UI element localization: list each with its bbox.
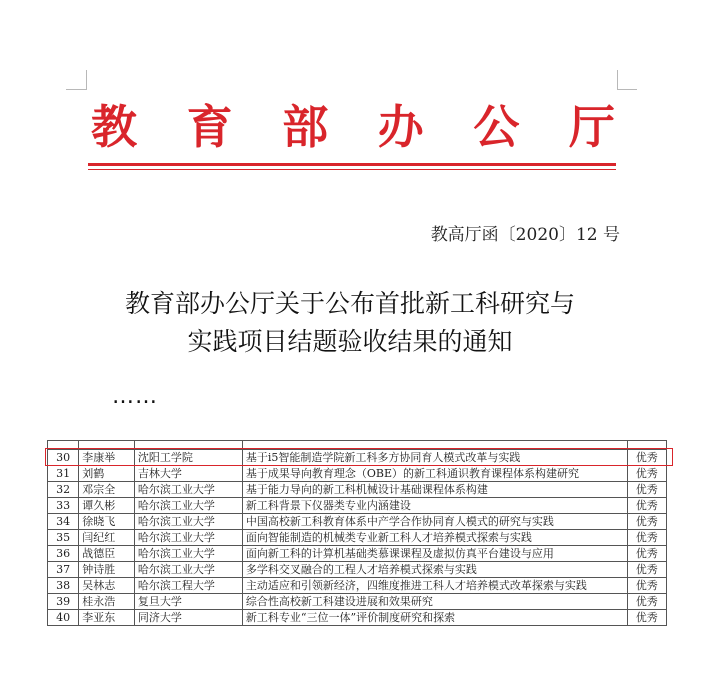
school-cell: 哈尔滨工业大学	[134, 514, 242, 530]
header-char: 办	[377, 100, 424, 154]
result-cell: 优秀	[627, 562, 666, 578]
leader-name-cell: 战德臣	[79, 546, 135, 562]
table-row-cut-off	[48, 441, 667, 450]
header-char: 教	[91, 100, 137, 154]
row-number-cell: 30	[48, 450, 79, 466]
row-number-cell: 38	[48, 578, 79, 594]
leader-name-cell: 邓宗全	[79, 482, 135, 498]
leader-name-cell: 刘鹤	[79, 466, 135, 482]
crop-mark-top-right-h	[617, 89, 637, 90]
project-title-cell: 基于i5智能制造学院新工科多方协同育人模式改革与实践	[242, 450, 627, 466]
issuing-office-header	[88, 94, 618, 154]
header-char: 厅	[568, 100, 615, 154]
school-cell: 哈尔滨工业大学	[134, 482, 242, 498]
row-number-cell: 32	[48, 482, 79, 498]
result-cell: 优秀	[627, 594, 666, 610]
project-title-cell: 面向新工科的计算机基础类慕课课程及虚拟仿真平台建设与应用	[242, 546, 627, 562]
results-table	[47, 440, 667, 626]
row-number-cell: 39	[48, 594, 79, 610]
row-number-cell: 31	[48, 466, 79, 482]
project-title-cell: 基于成果导向教育理念（OBE）的新工科通识教育课程体系构建研究	[242, 466, 627, 482]
row-number-cell: 35	[48, 530, 79, 546]
leader-name-cell: 桂永浩	[79, 594, 135, 610]
result-cell: 优秀	[627, 530, 666, 546]
crop-mark-top-right	[617, 70, 618, 90]
school-cell: 哈尔滨工业大学	[134, 498, 242, 514]
header-char: 部	[282, 100, 329, 154]
table-row	[48, 482, 667, 498]
result-cell: 优秀	[627, 450, 666, 466]
leader-name-cell: 闫纪红	[79, 530, 135, 546]
result-cell: 优秀	[627, 610, 666, 626]
school-cell: 复旦大学	[134, 594, 242, 610]
table-row	[48, 594, 667, 610]
header-red-rule-thick	[88, 163, 616, 166]
project-title-cell: 面向智能制造的机械类专业新工科人才培养模式探索与实践	[242, 530, 627, 546]
school-cell: 吉林大学	[134, 466, 242, 482]
document-title-line-2: 实践项目结题验收结果的通知	[187, 327, 513, 356]
table-row	[48, 514, 667, 530]
header-char: 育	[186, 100, 233, 154]
crop-mark-top-left-h	[66, 89, 86, 90]
table-row	[48, 562, 667, 578]
leader-name-cell: 李亚东	[79, 610, 135, 626]
row-number-cell: 33	[48, 498, 79, 514]
table-row	[48, 530, 667, 546]
row-number-cell: 34	[48, 514, 79, 530]
project-title-cell: 多学科交叉融合的工程人才培养模式探索与实践	[242, 562, 627, 578]
header-char: 公	[473, 100, 520, 154]
table-row	[48, 578, 667, 594]
leader-name-cell: 李康举	[79, 450, 135, 466]
row-number-cell: 37	[48, 562, 79, 578]
project-title-cell: 基于能力导向的新工科机械设计基础课程体系构建	[242, 482, 627, 498]
document-number: 教高厅函〔2020〕12 号	[430, 225, 620, 245]
school-cell: 哈尔滨工程大学	[134, 578, 242, 594]
school-cell: 哈尔滨工业大学	[134, 546, 242, 562]
result-cell: 优秀	[627, 578, 666, 594]
project-title-cell: 新工科专业“三位一体”评价制度研究和探索	[242, 610, 627, 626]
school-cell: 同济大学	[134, 610, 242, 626]
result-cell: 优秀	[627, 546, 666, 562]
table-row	[48, 546, 667, 562]
leader-name-cell: 吴林志	[79, 578, 135, 594]
header-red-rule-thin	[88, 169, 616, 170]
row-number-cell: 36	[48, 546, 79, 562]
document-title-line-1: 教育部办公厅关于公布首批新工科研究与	[124, 289, 575, 318]
leader-name-cell: 谭久彬	[79, 498, 135, 514]
result-cell: 优秀	[627, 514, 666, 530]
project-title-cell: 综合性高校新工科建设进展和效果研究	[242, 594, 627, 610]
leader-name-cell: 徐晓飞	[79, 514, 135, 530]
school-cell: 沈阳工学院	[134, 450, 242, 466]
crop-mark-top-left	[86, 70, 87, 90]
results-table-container	[47, 440, 667, 648]
table-row	[48, 498, 667, 514]
omission-ellipsis: ……	[112, 384, 158, 409]
result-cell: 优秀	[627, 482, 666, 498]
table-row-highlighted	[48, 450, 667, 466]
result-cell: 优秀	[627, 498, 666, 514]
school-cell: 哈尔滨工业大学	[134, 530, 242, 546]
project-title-cell: 中国高校新工科教育体系中产学合作协同育人模式的研究与实践	[242, 514, 627, 530]
leader-name-cell: 钟诗胜	[79, 562, 135, 578]
table-row	[48, 466, 667, 482]
table-row	[48, 610, 667, 626]
project-title-cell: 新工科背景下仪器类专业内涵建设	[242, 498, 627, 514]
project-title-cell: 主动适应和引领新经济，四维度推进工科人才培养模式改革探索与实践	[242, 578, 627, 594]
school-cell: 哈尔滨工业大学	[134, 562, 242, 578]
row-number-cell: 40	[48, 610, 79, 626]
result-cell: 优秀	[627, 466, 666, 482]
